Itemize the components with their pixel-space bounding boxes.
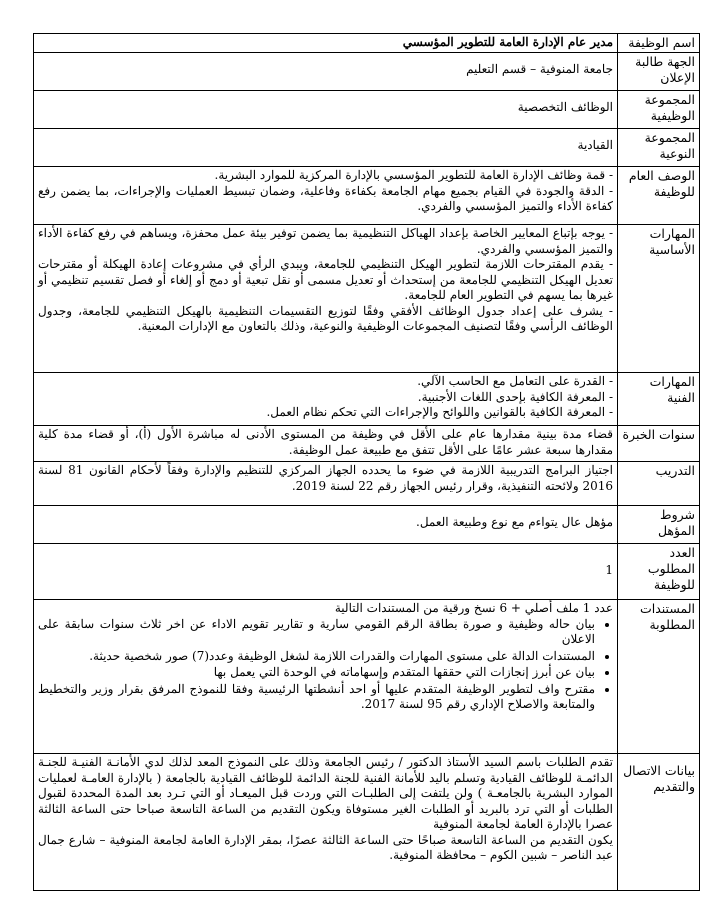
list-item: - يشرف على إعداد جدول الوظائف الأفقي وفقًا لتوزيع التقسيمات التنظيمية بالهيكل التنظيمي للجامعة، وجدول الوظائف الرأسي وفقًا لتصنيف المجموعات الوظيفية والنوعية، وذلك بالتعاون مع الإدارات المعنية. <box>38 304 613 335</box>
documents-intro: عدد 1 ملف أصلي + 6 نسخ ورقية من المستندات التالية <box>334 601 613 615</box>
label-contact: بيانات الاتصال والتقديم <box>623 763 695 794</box>
value-job-group: الوظائف التخصصية <box>517 100 613 114</box>
value-required-number: 1 <box>605 563 613 577</box>
row-job-group <box>34 91 700 129</box>
list-item: - الدقة والجودة في القيام بجميع مهام الجامعة بكفاءة وفاعلية، وضمان تبسيط العمليات والإجراءات، بما يضمن رفع كفاءة الأداء والتميز المؤسسي والفردي. <box>38 184 613 215</box>
label-required-number: العدد المطلوب للوظيفة <box>618 544 700 600</box>
value-experience: قضاء مدة بينية مقدارها عام على الأقل في وظيفة من المستوى الأدنى له مباشرة الأول (أ)، أو قضاء مدة كلية مقدارها سبعة عشر عامًا على الأقل تتفق مع طبيعة عمل الوظيفة. <box>34 426 618 462</box>
list-item: • المستندات الدالة على مستوى المهارات والقدرات اللازمة لشغل الوظيفة وعدد(7) صور شخصية حديثة. <box>38 649 595 665</box>
row-required-number <box>34 544 700 600</box>
label-general-description: الوصف العام للوظيفة <box>618 167 700 225</box>
row-qualification <box>34 506 700 544</box>
value-qualitative-group: القيادية <box>577 138 613 152</box>
label-qualification: شروط المؤهل <box>618 506 700 544</box>
list-item: • مقترح واف لتطوير الوظيفة المتقدم عليها أو احد أنشطتها الرئيسية وفقا للنموذج المرفق بقرار وزير والتخطيط والمتابعة والاصلاح الإداري رقم 95 لسنة 2017. <box>38 682 595 713</box>
row-core-skills <box>34 225 700 373</box>
row-contact <box>34 754 700 891</box>
row-experience <box>34 426 700 462</box>
row-qualitative-group <box>34 129 700 167</box>
contact-paragraph: يكون التقديم من الساعة التاسعة صباحًا حتى الساعة الثالثة عصرًا، بمقر الإدارة العامة لجامعة المنوفية – شارع جمال عبد الناصر – شبين الكوم – محافظة المنوفية. <box>38 832 613 862</box>
label-job-group: المجموعة الوظيفية <box>618 91 700 129</box>
list-item: - المعرفة الكافية بإحدى اللغات الأجنبية. <box>38 390 613 406</box>
label-training: التدريب <box>618 462 700 506</box>
list-item: - المعرفة الكافية بالقوانين واللوائح والإجراءات التي تحكم نظام العمل. <box>38 405 613 421</box>
value-job-title: مدير عام الإدارة العامة للتطوير المؤسسي <box>34 34 618 53</box>
list-item: - قمة وظائف الإدارة العامة للتطوير المؤسسي بالإدارة المركزية للموارد البشرية. <box>38 168 613 184</box>
general-description-list <box>38 168 613 215</box>
row-technical-skills <box>34 373 700 426</box>
job-announcement-table <box>33 33 700 891</box>
core-skills-list <box>38 226 613 335</box>
row-general-description <box>34 167 700 225</box>
label-job-title: اسم الوظيفة <box>618 34 700 53</box>
list-item: • بيان حاله وظيفية و صورة بطاقة الرقم القومي سارية و تقارير تقويم الاداء عن اخر ثلاث سنوات سابقة على الاعلان <box>38 617 595 648</box>
label-core-skills: المهارات الأساسية <box>618 225 700 373</box>
label-technical-skills: المهارات الفنية <box>618 373 700 426</box>
list-item: - يوجه بإتباع المعايير الخاصة بإعداد الهياكل التنظيمية بما يضمن توفير بيئة عمل محفزة، ويساهم في رفع كفاءة الأداء والتميز المؤسسي والفردي. <box>38 226 613 257</box>
label-required-documents: المستندات المطلوبة <box>618 600 700 754</box>
contact-paragraph: تقدم الطلبات باسم السيد الأستاذ الدكتور / رئيس الجامعة وذلك على النموذج المعد لذلك لدي الأمانـة الفنيـة للجنـة الدائمـة للوظائف القيادية وتسلم باليد للأمانة الفنية للجنة الدائمة للوظائف القيادية بالجامعة ( بالإدارة العامـة لعمليات الموارد البشرية بالجامعـة ) ولن يلتفت إلى الطلبـات التي وردت قبل الميعـاد أو التي تـرد بعد المدة المحددة لقبول الطلبات أو التي ترد بالبريد أو الطلبات الغير مستوفاة ويكون التقديم من الساعة التاسعة صباحا حتى الساعة الثالثة عصرا بالإدارة العامة لجامعة المنوفية <box>38 755 613 831</box>
row-job-title <box>34 34 700 53</box>
row-required-documents <box>34 600 700 754</box>
label-qualitative-group: المجموعة النوعية <box>618 129 700 167</box>
value-qualification: مؤهل عال يتواءم مع نوع وطبيعة العمل. <box>416 515 613 529</box>
list-item: • بيان عن أبرز إنجازات التي حققها المتقدم وإسهاماته في الوحدة التي يعمل بها <box>38 665 595 681</box>
label-experience: سنوات الخبرة <box>618 426 700 462</box>
row-requesting-entity <box>34 53 700 91</box>
list-item: - القدرة على التعامل مع الحاسب الآلي. <box>38 374 613 390</box>
documents-list <box>38 617 613 713</box>
label-requesting-entity: الجهة طالبة الإعلان <box>618 53 700 91</box>
value-requesting-entity: جامعة المنوفية – قسم التعليم <box>466 62 613 76</box>
value-training: اجتياز البرامج التدريبية اللازمة في ضوء ما يحدده الجهاز المركزي للتنظيم والإدارة وفقاً لأحكام القانون 81 لسنة 2016 ولائحته التنفيذية، وقرار رئيس الجهاز رقم 22 لسنة 2019. <box>34 462 618 506</box>
list-item: - يقدم المقترحات اللازمة لتطوير الهيكل التنظيمي للجامعة، ويبدي الرأي في مشروعات إعادة الهيكلة أو مقترحات تعديل الهيكل التنظيمي للجامعة من إستحداث أو تعديل مسمى أو نقل تبعية أو دمج أو إلغاء أو فصل تقسيم تنظيمي أو غيرها بما يسهم في التطوير العام للجامعة. <box>38 257 613 304</box>
technical-skills-list <box>38 374 613 421</box>
row-training <box>34 462 700 506</box>
